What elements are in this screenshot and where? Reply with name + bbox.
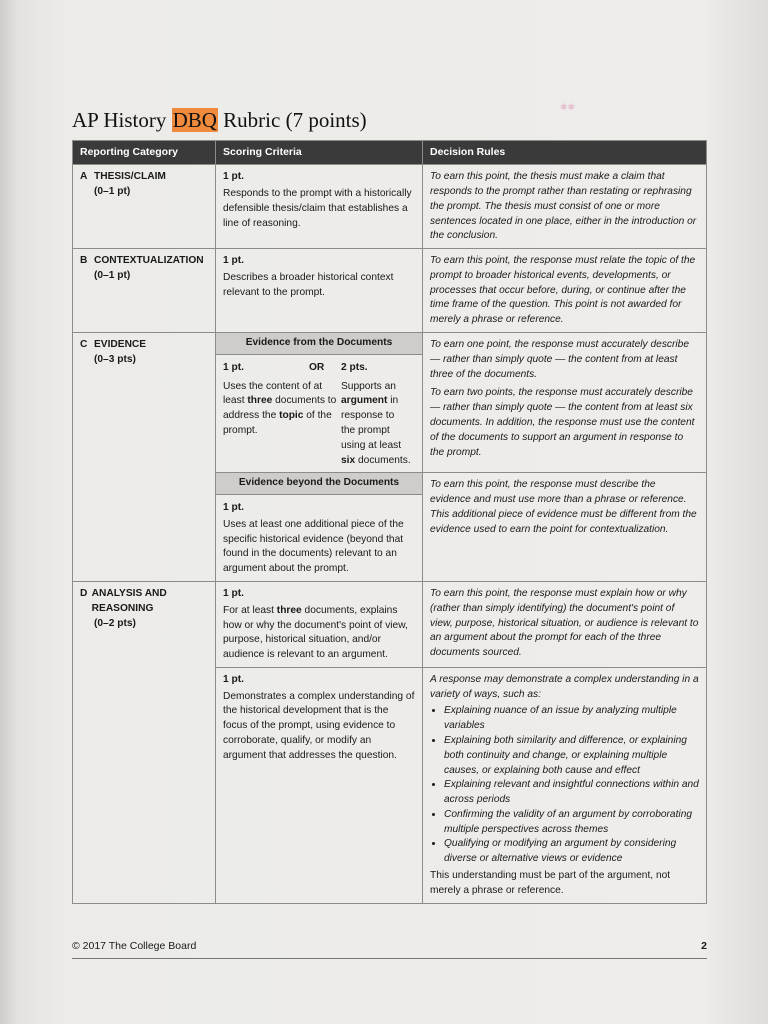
footer-rule <box>72 958 707 959</box>
criteria-cell: 1 pt. Describes a broader historical context relevant to the prompt. <box>216 249 423 333</box>
criteria-cell: Evidence beyond the Documents 1 pt. Uses at least one additional piece of the specific historical evidence (beyond that found in the documents) relevant to an argument about the prompt. <box>216 473 423 582</box>
copyright: © 2017 The College Board <box>72 940 197 952</box>
subheading: Evidence from the Documents <box>216 333 422 355</box>
row-context <box>73 249 707 333</box>
rule-cell: To earn one point, the response must accurately describe — rather than simply quote — the content from at least three of the documents. To earn two points, the response must accurately describe — rather than simply quote — the content from at least six documents. In addition, the response must use the content of the documents to support an argument in response to the prompt. <box>423 333 707 473</box>
criteria-cell: 1 pt. Responds to the prompt with a historically defensible thesis/claim that establishes a line of reasoning. <box>216 165 423 249</box>
rule-cell: To earn this point, the response must relate the topic of the prompt to broader historical events, developments, or processes that occur before, during, or continue after the time frame of the question. This point is not awarded for merely a phrase or reference. <box>423 249 707 333</box>
row-thesis <box>73 165 707 249</box>
rule-cell: To earn this point, the response must explain how or why (rather than simply identifying) the document's point of view, purpose, historical situation, or audience is relevant to an argument about the prompt for each of the three documents sourced. <box>423 581 707 667</box>
criteria-cell: 1 pt. For at least three documents, explains how or why the document's point of view, purpose, historical situation, and/or audience is relevant to an argument. <box>216 581 423 667</box>
footer <box>72 940 707 952</box>
rule-cell: To earn this point, the thesis must make a claim that responds to the prompt rather than restating or rephrasing the prompt. The thesis must consist of one or more sentences located in one place, either in the introduction or the conclusion. <box>423 165 707 249</box>
complexity-list <box>430 704 699 867</box>
list-item: • Confirming the validity of an argument by corroborating multiple perspectives across themes <box>444 808 699 838</box>
subheading: Evidence beyond the Documents <box>216 473 422 495</box>
highlighted-word: DBQ <box>172 108 217 132</box>
page-title: AP History DBQ Rubric (7 points) <box>72 108 367 132</box>
list-item: • Explaining relevant and insightful connections within and across periods <box>444 778 699 808</box>
category-cell: D ANALYSIS AND REASONING (0–2 pts) <box>73 581 216 903</box>
row-analysis-sourcing <box>73 581 707 667</box>
list-item: • Explaining both similarity and difference, or explaining both continuity and change, or explaining multiple causes, or explaining both cause and effect <box>444 734 699 778</box>
list-item: • Explaining nuance of an issue by analyzing multiple variables <box>444 704 699 734</box>
rubric-table <box>72 140 707 904</box>
rule-cell: A response may demonstrate a complex understanding in a variety of ways, such as: • Explaining nuance of an issue by analyzing multiple variables • Explaining both similarity and difference, or explaining both continuity and change, or explaining multiple causes, or explaining both cause and effect • Explaining relevant and insightful connections within and across periods • Confirming the validity of an argument by corroborating multiple perspectives across themes • Qualifying or modifying an argument by considering diverse or alternative views or evidence This understanding must be part of the argument, not merely a phrase or reference. <box>423 667 707 903</box>
header-scoring-criteria: Scoring Criteria <box>216 141 423 165</box>
category-cell: B CONTEXTUALIZATION (0–1 pt) <box>73 249 216 333</box>
stray-mark: ✱✱ <box>560 102 576 112</box>
category-cell: A THESIS/CLAIM (0–1 pt) <box>73 165 216 249</box>
criteria-cell: Evidence from the Documents 1 pt. OR 2 pts. Uses the content of at least three documents to address the topic of the prompt. Supports an argument in response to the prompt using at least six documents. <box>216 333 423 473</box>
category-cell: C EVIDENCE (0–3 pts) <box>73 333 216 582</box>
rule-cell: To earn this point, the response must describe the evidence and must use more than a phrase or reference. This additional piece of evidence must be different from the evidence used to earn the point for contextualization. <box>423 473 707 582</box>
page-number: 2 <box>701 940 707 952</box>
list-item: • Qualifying or modifying an argument by considering diverse or alternative views or evidence <box>444 837 699 867</box>
header-row <box>73 141 707 165</box>
header-reporting-category: Reporting Category <box>73 141 216 165</box>
header-decision-rules: Decision Rules <box>423 141 707 165</box>
criteria-cell: 1 pt. Demonstrates a complex understanding of the historical development that is the focus of the prompt, using evidence to corroborate, qualify, or modify an argument that addresses the question. <box>216 667 423 903</box>
row-evidence-docs <box>73 333 707 473</box>
